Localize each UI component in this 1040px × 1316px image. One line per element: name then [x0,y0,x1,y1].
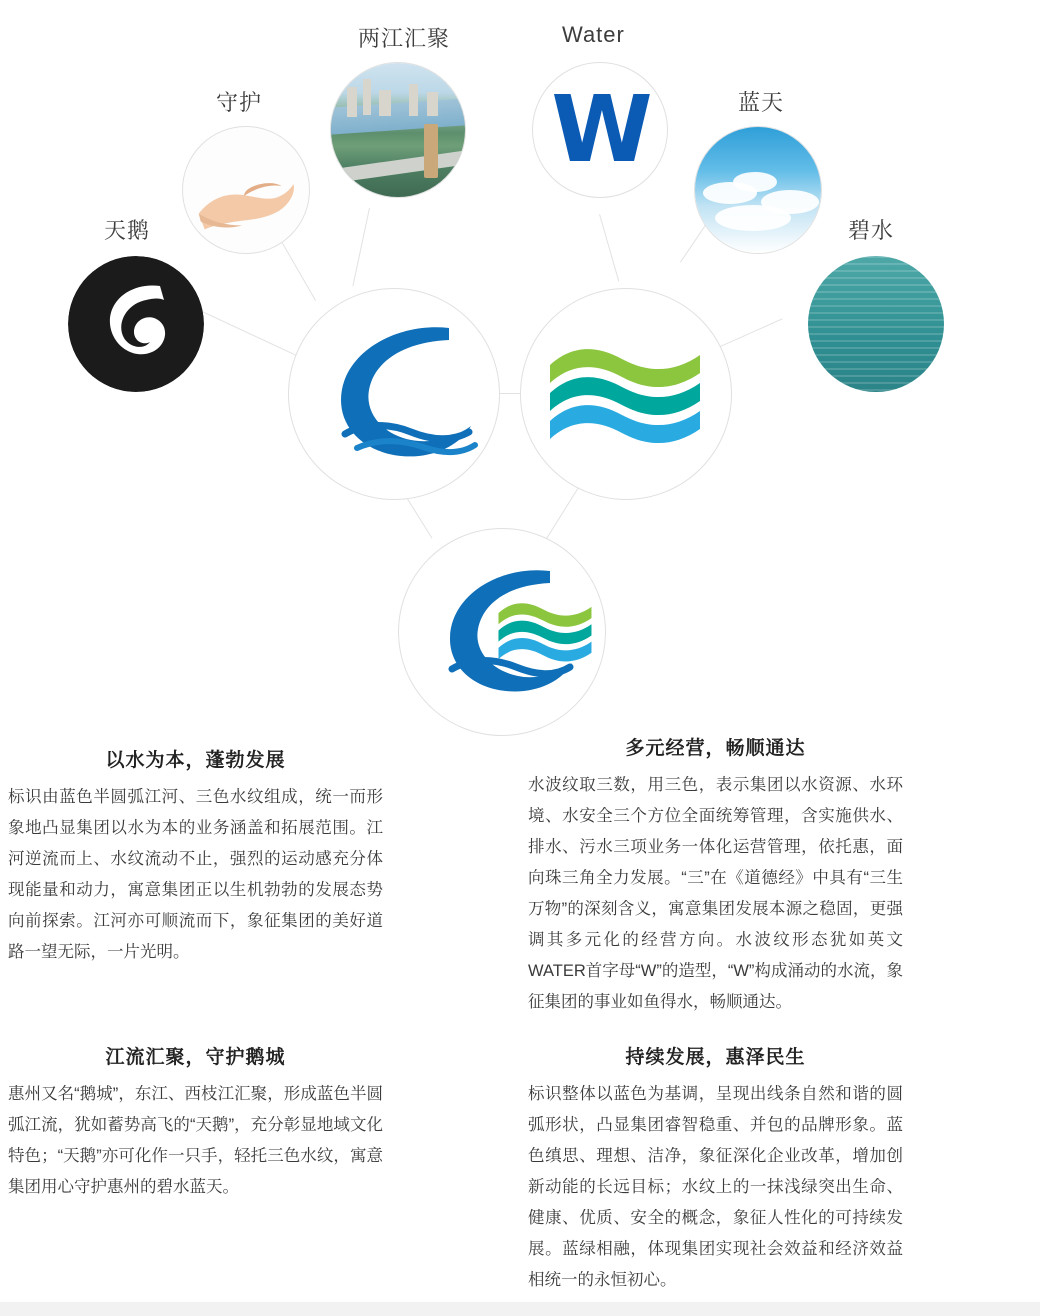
node-water-letter [532,62,668,198]
blue-arc-icon [299,314,489,474]
cloud [715,205,791,231]
block-title: 以水为本，蓬勃发展 [105,750,286,771]
swan-icon [68,256,204,392]
node-sky [694,126,822,254]
footer-bar [0,1302,1040,1316]
road [330,147,466,185]
block-title: 持续发展，惠泽民生 [625,1047,806,1068]
building [427,92,438,116]
block-body: 水波纹取三数，用三色，表示集团以水资源、水环境、水安全三个方位全面统筹管理，含实施供水、排水、污水三项业务一体化运营管理，依托惠，面向珠三角全力发展。“三”在《道德经》中具有“三生万物”的深刻含义，寓意集团发展本源之稳固，更强调其多元化的经营方向。水波纹形态犹如英文WATER首字母“W”的造型，“W”构成涌动的水流，象征集团的事业如鱼得水，畅顺通达。 [528,776,903,1011]
node-tricolor-waves [520,288,732,500]
block-title: 江流汇聚，守护鹅城 [105,1047,286,1068]
letter-w-icon: W [551,76,649,183]
green-water-photo [808,256,944,392]
node-guard [182,126,310,254]
block-body: 标识由蓝色半圆弧江河、三色水纹组成，统一而形象地凸显集团以水为本的业务涵盖和拓展范围。江河逆流而上、水纹流动不止，强烈的运动感充分体现能量和动力，寓意集团正以生机勃勃的发展态势向前探索。江河亦可顺流而下，象征集团的美好道路一望无际，一片光明。 [8,788,383,961]
pagoda-tower [424,124,438,178]
block-title: 多元经营，畅顺通达 [625,738,806,759]
building [379,90,391,116]
building [363,79,371,115]
blue-sky-photo [695,127,821,253]
text-block-4 [528,1042,903,1296]
text-block-2 [528,733,903,1018]
block-body: 惠州又名“鹅城”，东江、西枝江汇聚，形成蓝色半圆弧江流，犹如蓄势高飞的“天鹅”，充分彰显地域文化特色；“天鹅”亦可化作一只手，轻托三色水纹，寓意集团用心守护惠州的碧水蓝天。 [8,1085,383,1196]
building [347,87,357,117]
connector-line [599,214,619,282]
connector-line [200,310,298,357]
swan-glyph [98,280,176,368]
node-blue-arc [288,288,500,500]
block-body: 标识整体以蓝色为基调，呈现出线条自然和谐的圆弧形状，凸显集团睿智稳重、并包的品牌形象。蓝色缜思、理想、洁净，象征深化企业改革，增加创新动能的长远目标；水纹上的一抹浅绿突出生命、健康、优质、安全的概念，象征人性化的可持续发展。蓝绿相融，体现集团实现社会效益和经济效益相统一的永恒初心。 [528,1085,903,1289]
node-brand-logo [398,528,606,736]
hand-holding-icon [183,127,309,253]
node-clear-water [808,256,944,392]
node-label-swan: 天鹅 [104,218,151,243]
node-label-water: Water [562,22,625,47]
node-label-sky: 蓝天 [738,90,785,115]
connector-line [352,208,370,286]
cloud [733,172,777,192]
node-label-rivers: 两江汇聚 [358,26,451,51]
text-block-3 [8,1042,383,1203]
brand-logo-icon [412,557,592,707]
building [409,84,418,116]
node-label-clear: 碧水 [848,218,895,243]
city-river-photo [331,63,465,197]
node-swan [68,256,204,392]
text-block-1 [8,745,383,968]
node-label-guard: 守护 [216,90,263,115]
tricolor-wave-icon [546,339,706,449]
node-rivers [330,62,466,198]
